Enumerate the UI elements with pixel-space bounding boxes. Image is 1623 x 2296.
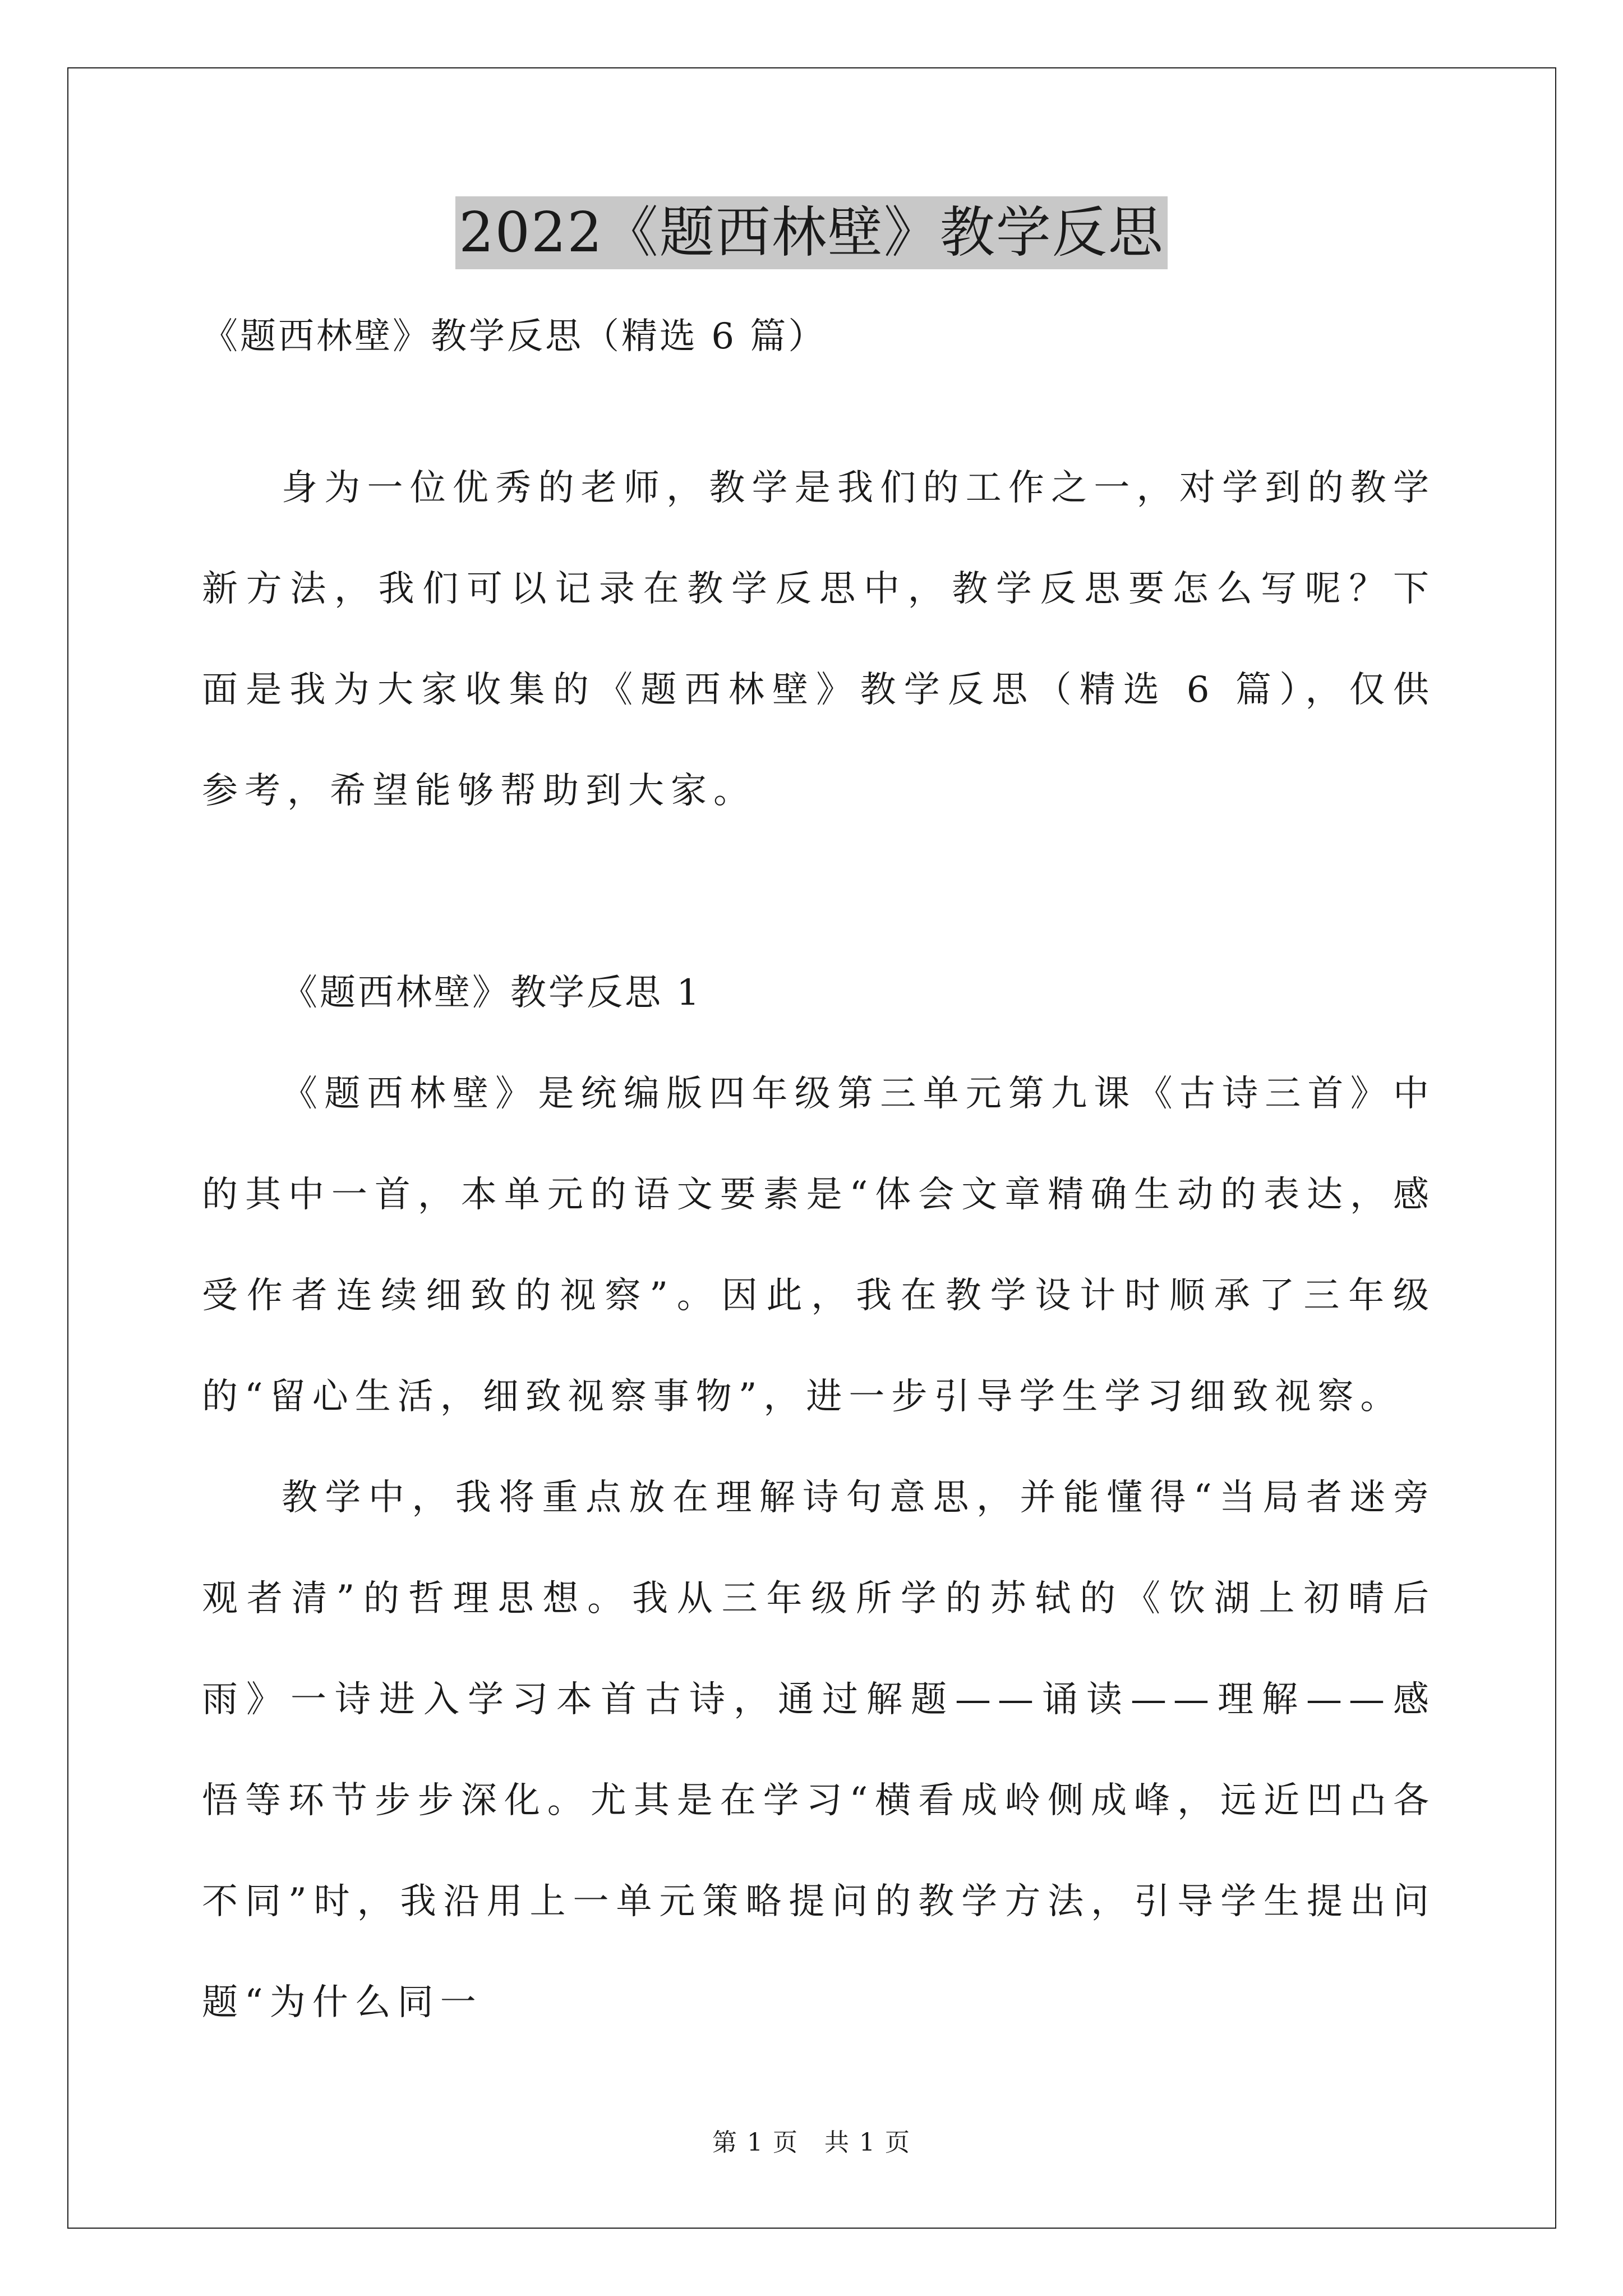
section-heading: 《题西林壁》教学反思 1 — [282, 972, 702, 1014]
document-body — [202, 438, 1436, 2053]
document-title-container — [0, 196, 1623, 269]
page-footer: 第 1 页 共 1 页 — [712, 2128, 911, 2157]
body-paragraph: 教学中，我将重点放在理解诗句意思，并能懂得“当局者迷旁观者清”的哲理思想。我从三年级所学的苏轼的《饮湖上初晴后雨》一诗进入学习本首古诗，通过解题——诵读——理解——感悟等环节步步深化。尤其是在学习“横看成岭侧成峰，远近凹凸各不同”时，我沿用上一单元策略提问的教学方法，引导学生提出问题“为什么同一 — [202, 1477, 1436, 2023]
intro-paragraph: 身为一位优秀的老师，教学是我们的工作之一，对学到的教学新方法，我们可以记录在教学反思中，教学反思要怎么写呢？下面是我为大家收集的《题西林壁》教学反思（精选 6 篇），仅供参考，希望能够帮助到大家。 — [202, 467, 1436, 812]
document-title: 2022《题西林壁》教学反思 — [455, 196, 1167, 269]
document-subtitle: 《题西林壁》教学反思（精选 6 篇） — [202, 316, 827, 357]
body-paragraph: 《题西林壁》是统编版四年级第三单元第九课《古诗三首》中的其中一首，本单元的语文要素是“体会文章精确生动的表达，感受作者连续细致的视察”。因此，我在教学设计时顺承了三年级的“留心生活，细致视察事物”，进一步引导学生学习细致视察。 — [202, 1073, 1436, 1418]
